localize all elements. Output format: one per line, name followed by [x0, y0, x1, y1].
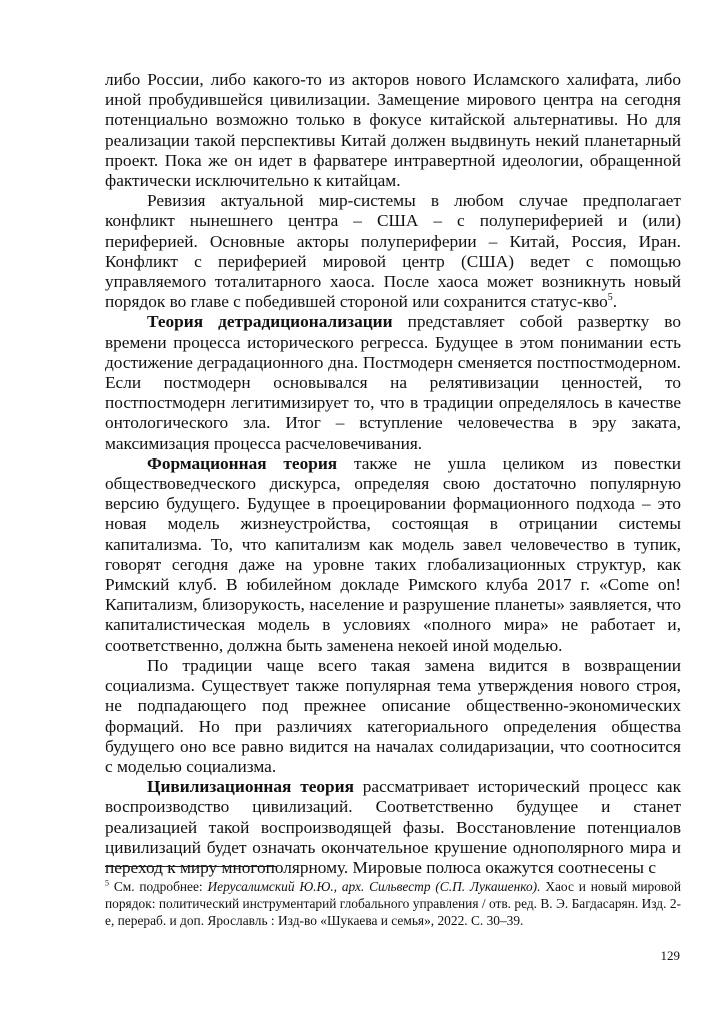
paragraph-text: рассматривает исторический процесс как воспроизводство цивилизаций. Соответственно будущее и станет реализацией такой воспроизводящей фазы. Восстановление потенциалов цивилизаций будет означать окончательное крушение однополярного мира и переход к миру многополярному. Мировые полюса окажутся соотнесены с	[105, 777, 681, 877]
paragraph-6	[105, 777, 681, 878]
footnote-separator	[105, 866, 277, 867]
footnote-authors: Иерусалимский Ю.Ю., арх. Сильвестр (С.П. Лукашенко).	[207, 879, 541, 894]
paragraph-3	[105, 312, 681, 453]
page-number: 129	[660, 948, 680, 963]
footnote-reference[interactable]: 5	[607, 292, 613, 304]
theory-term: Цивилизационная теория	[147, 777, 354, 797]
paragraph-text: Ревизия актуальной мир-системы в любом случае предполагает конфликт нынешнего центра – США – с полупериферией и (или) периферией. Основные акторы полупериферии – Китай, Россия, Иран. Конфликт с периферией мировой центр (США) ведет с помощью управляемого тоталитарного хаоса. После хаоса может возникнуть новый порядок во главе с победившей стороной или сохранится статус-кво	[105, 191, 681, 312]
footnote-lead: См. подробнее:	[109, 879, 208, 894]
footnote-text: Хаос и новый мировой порядок: политический инструментарий глобального управления / отв. ред. В. Э. Багдасарян. Изд. 2-е, перераб. и доп. Ярославль : Изд-во «Шукаева и семья», 2022. С. 30–39.	[105, 879, 681, 928]
paragraph-5	[105, 656, 681, 777]
body-text	[105, 70, 681, 878]
paragraph-1	[105, 70, 681, 191]
footnote	[105, 878, 681, 929]
paragraph-text: также не ушла целиком из повестки обществоведческого дискурса, определяя свою достаточно популярную версию будущего. Будущее в проецировании формационного подхода – это новая модель жизнеустройства, состоящая в отрицании системы капитализма. То, что капитализм как модель завел человечество в тупик, говорят сегодня даже на уровне таких глобализационных структур, как Римский клуб. В юбилейном докладе Римского клуба 2017 г. «Come on! Капитализм, близорукость, население и разрушение планеты» заявляется, что капиталистическая модель в условиях «полного мира» не работает и, соответственно, должна быть заменена некоей иной моделью.	[105, 453, 682, 655]
theory-term: Формационная теория	[147, 453, 338, 473]
paragraph-2: Ревизия актуальной мир-системы в любом случае предполагает конфликт нынешнего центра – США – с полупериферией и (или) периферией. Основные акторы полупериферии – Китай, Россия, Иран. Конфликт с периферией мировой центр (США) ведет с помощью управляемого тоталитарного хаоса. После хаоса может возникнуть новый порядок во главе с победившей стороной или сохранится статус-кво$^5$.	[105, 191, 681, 312]
footnote-number: 5	[105, 878, 109, 888]
paragraph-text: представляет собой развертку во времени процесса исторического регресса. Будущее в этом понимании есть достижение деградационного дна. Постмодерн сменяется постпостмодерном. Если постмодерн основывался на релятивизации ценностей, то постпостмодерн легитимизирует то, что в традиции определялось в качестве онтологического зла. Итог – вступление человечества в эру заката, максимизация процесса расчеловечивания.	[105, 312, 681, 453]
paragraph-text: либо России, либо какого-то из акторов нового Исламского халифата, либо иной пробудившейся цивилизации. Замещение мирового центра на сегодня потенциально возможно только в фокусе китайской альтернативы. Но для реализации такой перспективы Китай должен выдвинуть некий планетарный проект. Пока же он идет в фарватере интравертной идеологии, обращенной фактически исключительно к китайцам.	[105, 70, 681, 191]
paragraph-text: По традиции чаще всего такая замена видится в возвращении социализма. Существует также популярная тема утверждения нового строя, не подпадающего под прежнее описание общественно-экономических формаций. Но при различиях категориального определения общества будущего оно все равно видится на началах солидаризации, что соотносится с моделью социализма.	[105, 655, 681, 776]
paragraph-4	[105, 454, 681, 656]
theory-term: Теория детрадиционализации	[147, 312, 393, 332]
